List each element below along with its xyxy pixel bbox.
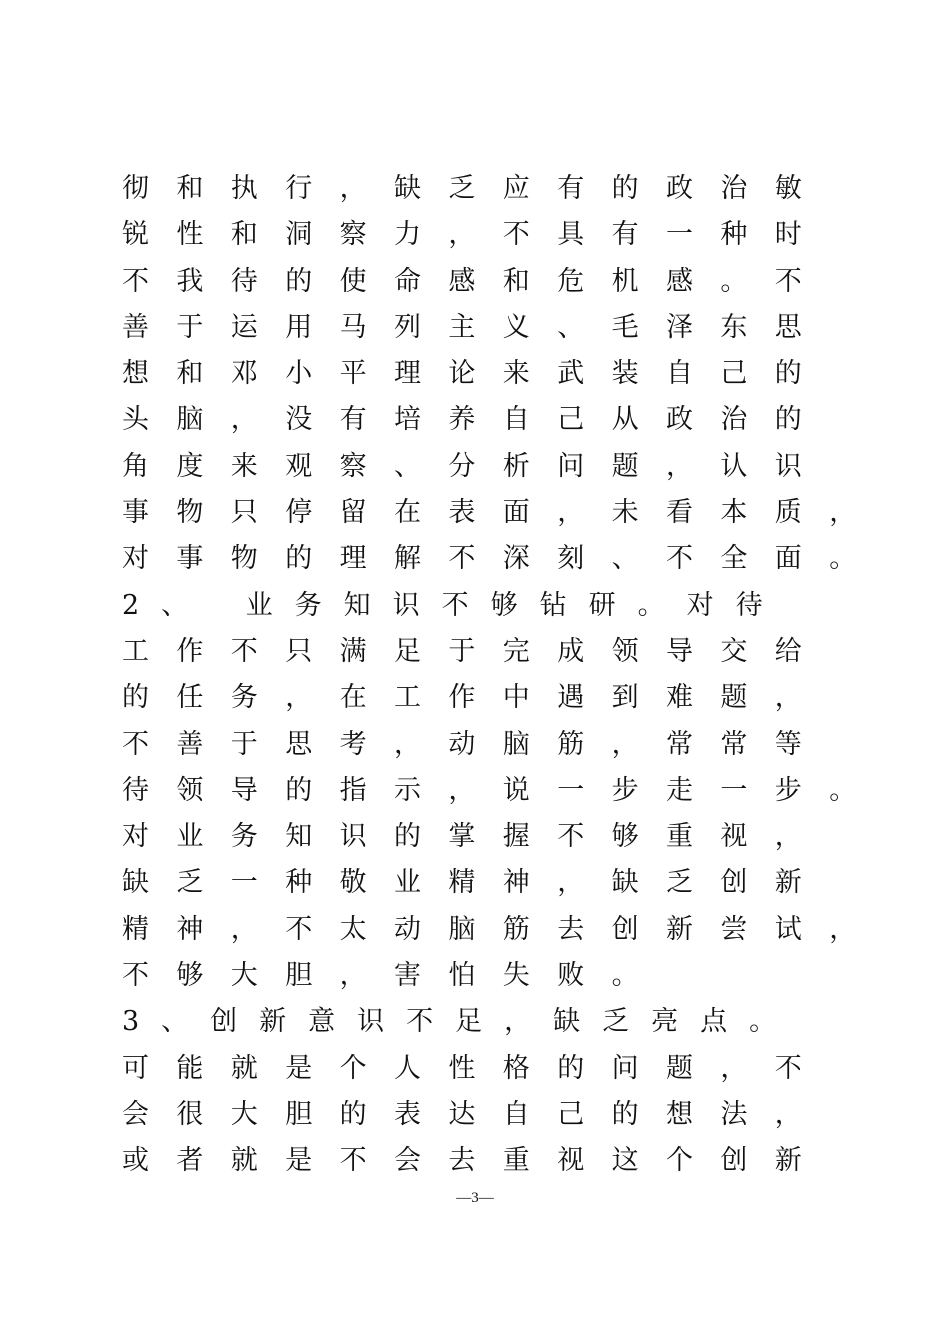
text-line: 精神，不太动脑筋去创新尝试， [122, 913, 884, 945]
section-heading-3: 3、创新意识不足，缺乏亮点。 [122, 1006, 799, 1038]
text-line: 可能就是个人性格的问题，不 [122, 1052, 830, 1084]
body-text [122, 166, 884, 1185]
page-number: —3— [456, 1190, 494, 1206]
text-line: 不善于思考，动脑筋，常常等 [122, 728, 830, 760]
text-line: 锐性和洞察力，不具有一种时 [122, 219, 830, 251]
text-line: 对业务知识的掌握不够重视， [122, 821, 830, 853]
text-line: 不我待的使命感和危机感。不 [122, 265, 830, 297]
text-line: 的任务，在工作中遇到难题， [122, 682, 830, 714]
text-line: 头脑，没有培养自己从政治的 [122, 404, 830, 436]
text-line: 工作不只满足于完成领导交给 [122, 635, 830, 667]
text-line: 缺乏一种敬业精神，缺乏创新 [122, 867, 830, 899]
text-line: 彻和执行，缺乏应有的政治敏 [122, 173, 830, 204]
text-line: 或者就是不会去重视这个创新 [122, 1145, 830, 1177]
text-line: 善于运用马列主义、毛泽东思 [122, 311, 830, 343]
text-line: 待领导的指示，说一步走一步。 [122, 774, 884, 806]
text-line: 角度来观察、分析问题，认识 [122, 450, 830, 482]
text-line: 会很大胆的表达自己的想法， [122, 1098, 830, 1130]
text-line: 事物只停留在表面，未看本质， [122, 497, 884, 529]
section-heading-2: 2、 业务知识不够钻研。对待 [122, 589, 785, 621]
text-line: 对事物的理解不深刻、不全面。 [122, 543, 884, 575]
text-line: 想和邓小平理论来武装自己的 [122, 358, 830, 390]
text-line: 不够大胆，害怕失败。 [122, 960, 666, 992]
